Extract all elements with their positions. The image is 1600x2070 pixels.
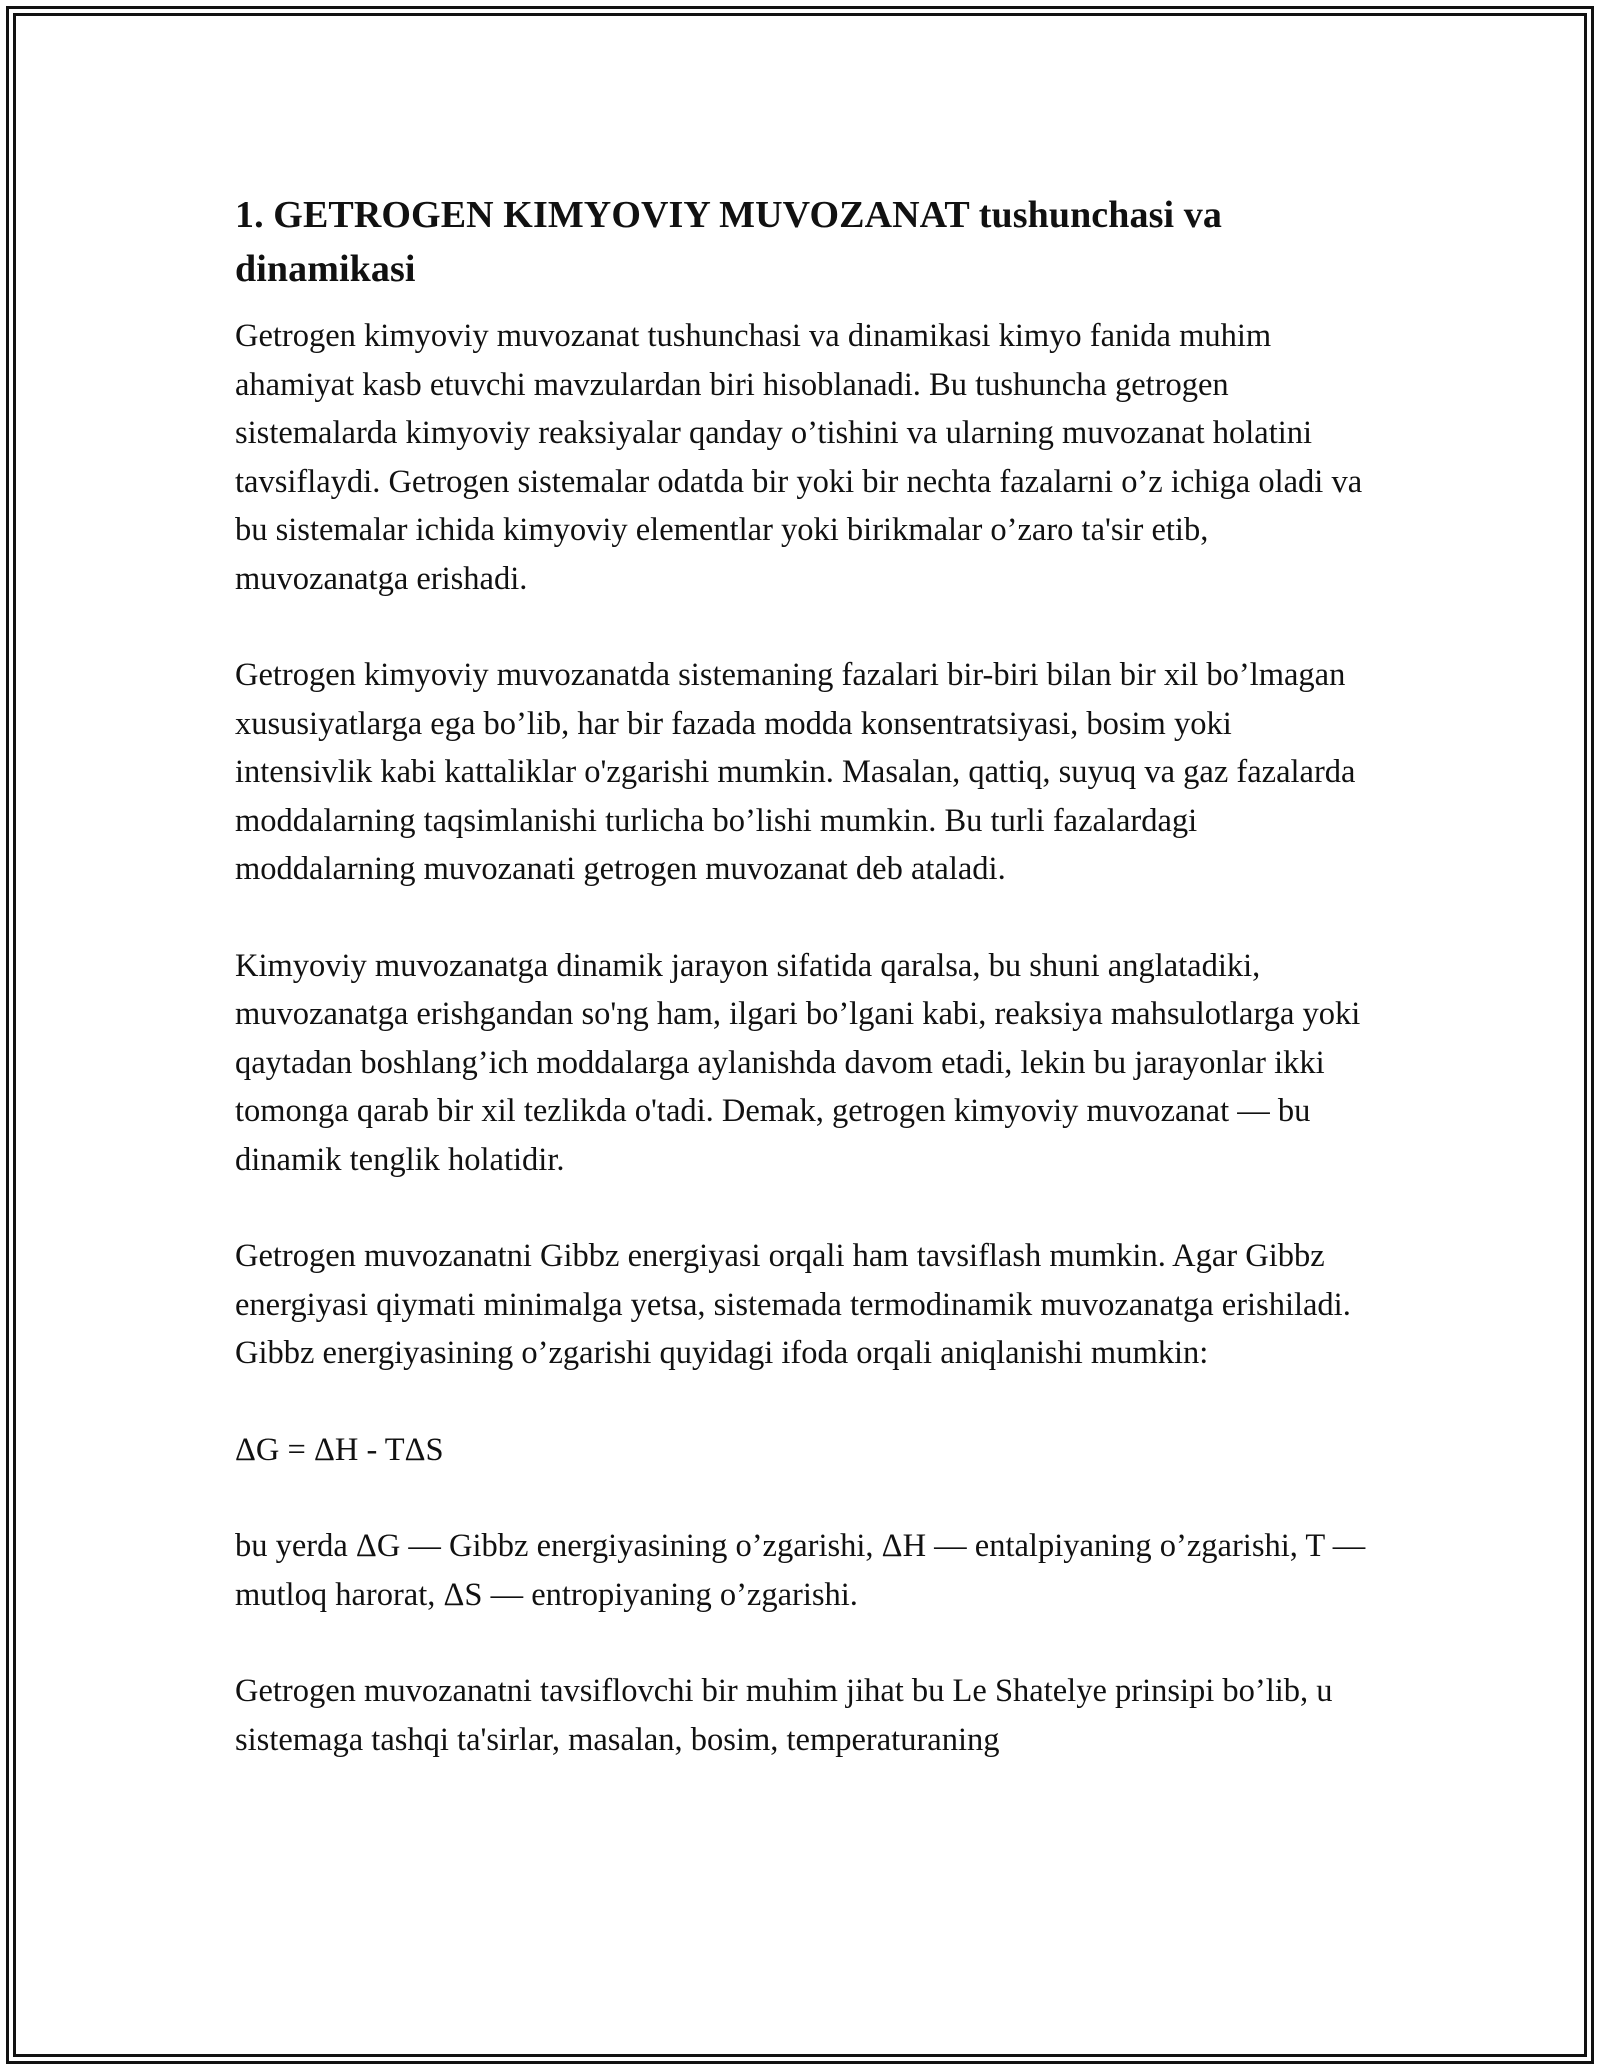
paragraph-intro: Getrogen kimyoviy muvozanat tushunchasi va dinamikasi kimyo fanida muhim ahamiyat kasb etuvchi mavzulardan biri hisoblanadi. Bu tushuncha getrogen sistemalarda kimyoviy reaksiyalar qanday o’tishini va ularning muvozanat holatini tavsiflaydi. Getrogen sistemalar odatda bir yoki bir nechta fazalarni o’z ichiga oladi va bu sistemalar ichida kimyoviy elementlar yoki birikmalar o’zaro ta'sir etib, muvozanatga erishadi. — [235, 318, 1363, 597]
document-body — [235, 188, 1375, 1764]
paragraph-gibbs: Getrogen muvozanatni Gibbz energiyasi orqali ham tavsiflash mumkin. Agar Gibbz energiyasi qiymati minimalga yetsa, sistemada termodinamik muvozanatga erishiladi. Gibbz energiyasining o’zgarishi quyidagi ifoda orqali aniqlanishi mumkin: — [235, 1238, 1351, 1371]
gibbs-formula: ΔG = ΔH - TΔS — [235, 1431, 444, 1468]
section-title: 1. GETROGEN KIMYOVIY MUVOZANAT tushunchasi va dinamikasi — [235, 194, 1222, 290]
paragraph-le-chatelier: Getrogen muvozanatni tavsiflovchi bir muhim jihat bu Le Shatelye prinsipi bo’lib, u sistemaga tashqi ta'sirlar, masalan, bosim, temperaturaning — [235, 1673, 1333, 1758]
paragraph-phases: Getrogen kimyoviy muvozanatda sistemaning fazalari bir-biri bilan bir xil bo’lmagan xususiyatlarga ega bo’lib, har bir fazada modda konsentratsiyasi, bosim yoki intensivlik kabi kattaliklar o'zgarishi mumkin. Masalan, qattiq, suyuq va gaz fazalarda moddalarning taqsimlanishi turlicha bo’lishi mumkin. Bu turli fazalardagi moddalarning muvozanati getrogen muvozanat deb ataladi. — [235, 657, 1356, 887]
paragraph-formula-legend: bu yerda ΔG — Gibbz energiyasining o’zgarishi, ΔH — entalpiyaning o’zgarishi, T — mutloq harorat, ΔS — entropiyaning o’zgarishi. — [235, 1528, 1366, 1613]
paragraph-dynamic: Kimyoviy muvozanatga dinamik jarayon sifatida qaralsa, bu shuni anglatadiki, muvozanatga erishgandan so'ng ham, ilgari bo’lgani kabi, reaksiya mahsulotlarga yoki qaytadan boshlang’ich moddalarga aylanishda davom etadi, lekin bu jarayonlar ikki tomonga qarab bir xil tezlikda o'tadi. Demak, getrogen kimyoviy muvozanat — bu dinamik tenglik holatidir. — [235, 947, 1361, 1178]
